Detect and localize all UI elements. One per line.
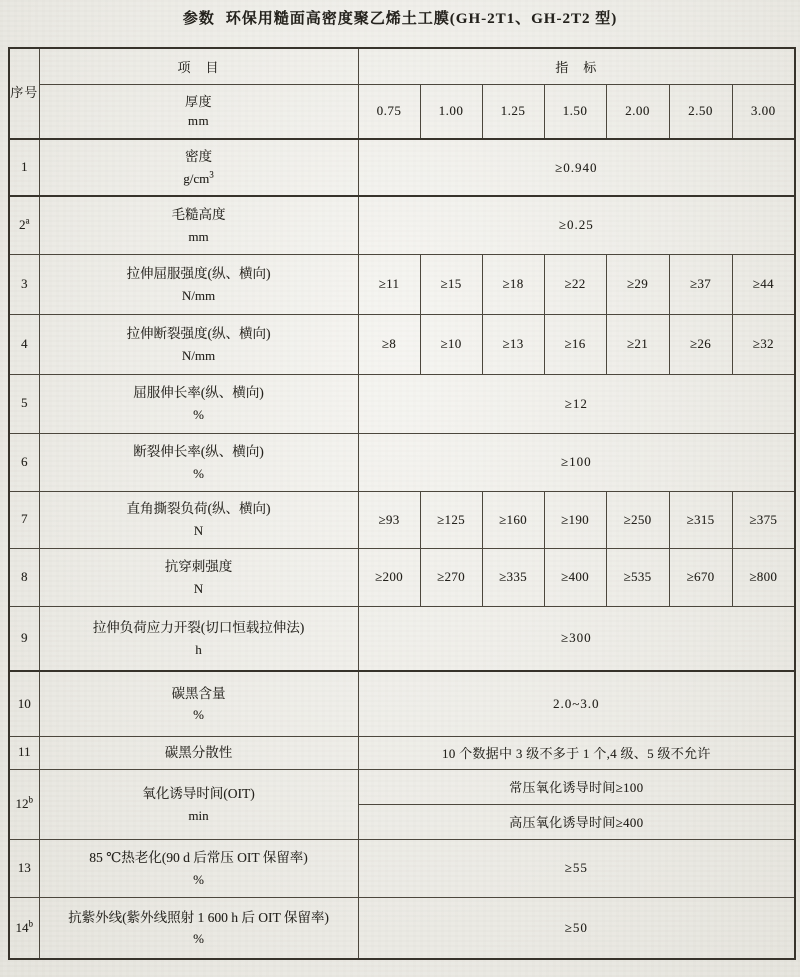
header-thickness [39, 84, 358, 139]
thickness-value: 1.50 [544, 84, 606, 139]
item-name: 拉伸负荷应力开裂(切口恒载拉伸法) [92, 620, 305, 636]
row-value: ≥11 [358, 254, 420, 314]
parameter-table [8, 47, 796, 960]
item-unit: N [193, 523, 204, 538]
row-seq: 11 [9, 736, 39, 769]
row-item [39, 196, 358, 254]
row-value: ≥22 [544, 254, 606, 314]
header-item: 项 目 [39, 48, 358, 84]
row-item [39, 548, 358, 606]
item-name: 85 ℃热老化(90 d 后常压 OIT 保留率) [89, 849, 308, 865]
row-value: ≥670 [669, 548, 732, 606]
row-value-span: ≥12 [358, 374, 795, 433]
row-value: ≥18 [482, 254, 544, 314]
item-name: 氧化诱导时间(OIT) [142, 785, 255, 801]
item-unit: % [193, 465, 204, 481]
row-item [39, 671, 358, 736]
title-main: 环保用糙面高密度聚乙烯土工膜(GH-2T1、GH-2T2 型) [225, 11, 618, 27]
row-value: ≥270 [420, 548, 482, 606]
item-unit: min [188, 807, 209, 823]
item-unit: % [193, 931, 204, 947]
thickness-value: 2.00 [606, 84, 669, 139]
table-row [9, 314, 795, 374]
row-item [39, 897, 358, 959]
header-seq: 序号 [9, 48, 39, 139]
item-unit: % [193, 707, 204, 723]
row-seq: 10 [9, 671, 39, 736]
row-value: ≥44 [732, 254, 795, 314]
item-name: 抗紫外线(紫外线照射 1 600 h 后 OIT 保留率) [68, 909, 329, 925]
row-value: ≥125 [420, 491, 482, 548]
item-name: 毛糙高度 [171, 207, 226, 223]
item-name: 断裂伸长率(纵、横向) [133, 443, 264, 459]
row-seq: 7 [9, 491, 39, 548]
thickness-value: 3.00 [732, 84, 795, 139]
row-value: ≥15 [420, 254, 482, 314]
row-item [39, 374, 358, 433]
table-row [9, 491, 795, 548]
table-row [9, 548, 795, 606]
row-value: ≥535 [606, 548, 669, 606]
item-unit: N/mm [181, 287, 216, 303]
title-prefix: 参数 [182, 11, 215, 27]
row-value-span: 2.0~3.0 [358, 671, 795, 736]
table-row [9, 139, 795, 196]
item-name: 屈服伸长率(纵、横向) [133, 385, 264, 401]
row-value: ≥375 [732, 491, 795, 548]
row-value: ≥26 [669, 314, 732, 374]
row-value-span: ≥0.940 [358, 139, 795, 196]
row-item [39, 769, 358, 839]
table-row [9, 254, 795, 314]
row-seq: 9 [9, 606, 39, 671]
row-value-span: ≥0.25 [358, 196, 795, 254]
row-value: ≥315 [669, 491, 732, 548]
row-subvalue-normal-pressure: 常压氧化诱导时间≥100 [358, 769, 795, 804]
row-value: ≥10 [420, 314, 482, 374]
row-value: ≥400 [544, 548, 606, 606]
table-row [9, 736, 795, 769]
item-unit: N/mm [181, 347, 216, 363]
table-row [9, 897, 795, 959]
row-value: ≥250 [606, 491, 669, 548]
table-row [9, 196, 795, 254]
row-seq: 5 [9, 374, 39, 433]
row-seq: 3 [9, 254, 39, 314]
item-unit: % [193, 407, 204, 422]
row-seq: 13 [9, 839, 39, 897]
row-item [39, 433, 358, 491]
row-value: ≥93 [358, 491, 420, 548]
row-seq: 2$^a$ [9, 196, 39, 254]
thickness-label: 厚度 [184, 93, 212, 109]
item-name: 碳黑含量 [171, 685, 226, 701]
item-unit: mm [188, 228, 209, 244]
row-value-span: ≥50 [358, 897, 795, 959]
row-value: ≥29 [606, 254, 669, 314]
row-item [39, 254, 358, 314]
row-item [39, 736, 358, 769]
item-name: 抗穿刺强度 [164, 558, 233, 574]
item-name: 碳黑分散性 [164, 744, 233, 760]
header-indicator: 指 标 [358, 48, 795, 84]
row-value: ≥21 [606, 314, 669, 374]
row-seq: 8 [9, 548, 39, 606]
item-unit: $g/cm^3$ [183, 169, 214, 186]
table-row [9, 839, 795, 897]
row-value: ≥335 [482, 548, 544, 606]
row-item [39, 139, 358, 196]
row-value: ≥32 [732, 314, 795, 374]
row-item [39, 839, 358, 897]
item-unit: N [193, 580, 204, 596]
table-row [9, 374, 795, 433]
row-value: ≥8 [358, 314, 420, 374]
row-item [39, 314, 358, 374]
row-value: ≥160 [482, 491, 544, 548]
row-value: ≥200 [358, 548, 420, 606]
row-value-span: 10 个数据中 3 级不多于 1 个,4 级、5 级不允许 [358, 736, 795, 769]
row-value: ≥13 [482, 314, 544, 374]
thickness-value: 1.25 [482, 84, 544, 139]
row-seq: 6 [9, 433, 39, 491]
table-row [9, 433, 795, 491]
header-row-2 [9, 84, 795, 139]
row-seq: 12$^b$ [9, 769, 39, 839]
thickness-value: 1.00 [420, 84, 482, 139]
row-seq: 1 [9, 139, 39, 196]
row-seq: 14$^b$ [9, 897, 39, 959]
item-unit: % [193, 871, 204, 887]
table-row [9, 606, 795, 671]
row-item [39, 491, 358, 548]
row-item [39, 606, 358, 671]
row-value: ≥16 [544, 314, 606, 374]
thickness-value: 2.50 [669, 84, 732, 139]
row-value-span: ≥300 [358, 606, 795, 671]
item-name: 直角撕裂负荷(纵、横向) [126, 501, 271, 517]
row-value: ≥190 [544, 491, 606, 548]
thickness-value: 0.75 [358, 84, 420, 139]
item-name: 密度 [185, 149, 212, 165]
table-row [9, 671, 795, 736]
row-value: ≥37 [669, 254, 732, 314]
row-seq: 4 [9, 314, 39, 374]
row-subvalue-high-pressure: 高压氧化诱导时间≥400 [358, 804, 795, 839]
row-value: ≥800 [732, 548, 795, 606]
item-unit: h [195, 641, 202, 657]
thickness-unit: mm [187, 113, 210, 129]
table-row [9, 769, 795, 804]
item-name: 拉伸屈服强度(纵、横向) [126, 265, 271, 281]
item-name: 拉伸断裂强度(纵、横向) [126, 325, 271, 341]
row-value-span: ≥100 [358, 433, 795, 491]
header-row-1 [9, 48, 795, 84]
row-value-span: ≥55 [358, 839, 795, 897]
page-title [0, 7, 800, 28]
